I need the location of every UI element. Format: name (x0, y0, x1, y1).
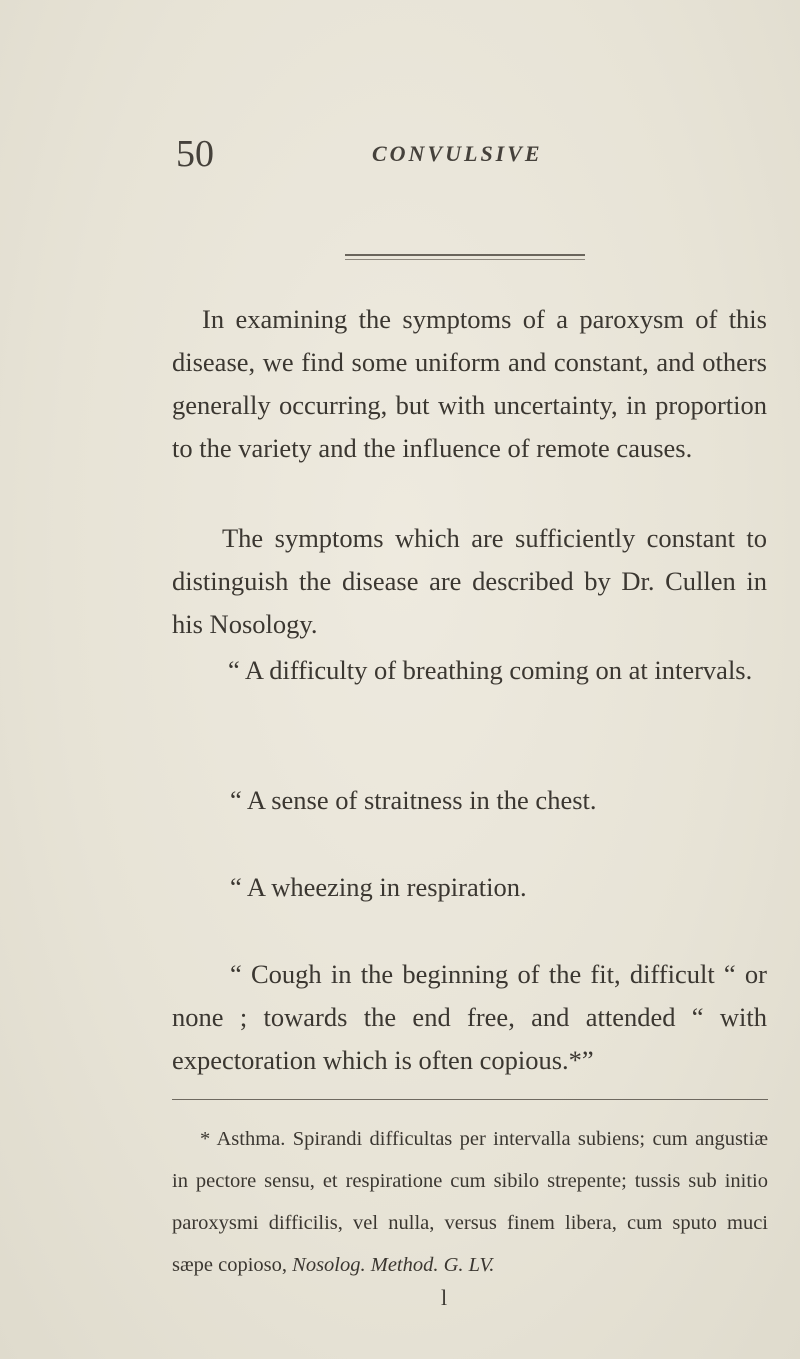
footnote-rule (172, 1099, 768, 1100)
page-number: 50 (176, 133, 214, 175)
header-rule (345, 254, 585, 256)
running-head: CONVULSIVE (372, 141, 543, 166)
paragraph-cullen: The symptoms which are sufficiently constant to distinguish the disease are described by Dr. Cullen in his Nosology. (172, 523, 767, 639)
footnote-citation: Nosolog. Method. G. LV. (292, 1254, 495, 1276)
quote-difficulty-breathing: “ A difficulty of breathing coming on at intervals. (228, 655, 753, 685)
page-header (0, 134, 800, 174)
quote-cough: “ Cough in the beginning of the fit, difficult “ or none ; towards the end free, and attended “ with expectoration which is often copious.*” (172, 959, 767, 1075)
footnote (172, 1118, 768, 1286)
quote-wheezing: “ A wheezing in respiration. (230, 872, 527, 902)
paragraph-intro: In examining the symptoms of a paroxysm of this disease, we find some uniform and constant, and others generally occurring, but with uncertainty, in proportion to the variety and the influence of remote causes. (172, 304, 767, 463)
signature-mark: l (441, 1285, 448, 1310)
quote-straitness: “ A sense of straitness in the chest. (230, 785, 597, 815)
footnote-text: * Asthma. Spirandi difficultas per intervalla subiens; cum angustiæ in pectore sensu, et respiratione cum sibilo strepente; tussis sub initio paroxysmi difficilis, vel nulla, versus finem libera, cum sputo muci sæpe copioso, (172, 1128, 768, 1276)
